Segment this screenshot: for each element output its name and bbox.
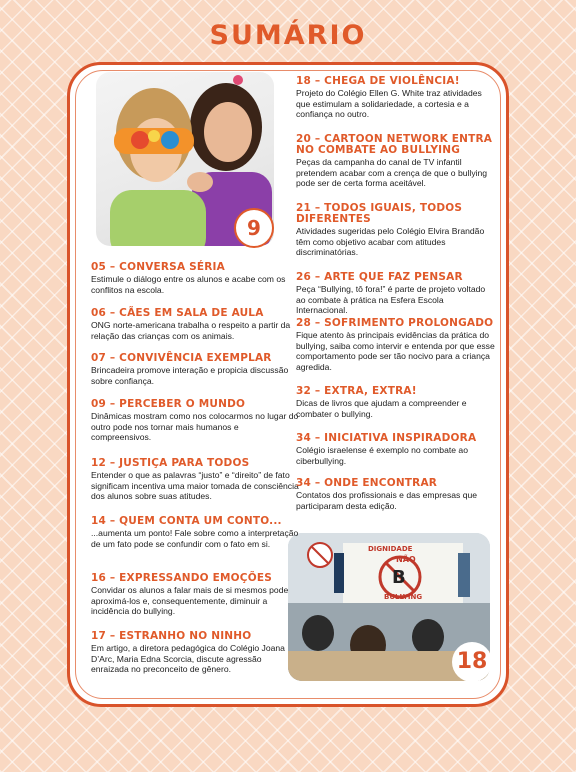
- banner-letter-b: B: [392, 567, 406, 588]
- toc-heading: 26 – ARTE QUE FAZ PENSAR: [296, 271, 463, 283]
- toc-heading: 18 – CHEGA DE VIOLÊNCIA!: [296, 75, 460, 87]
- page-badge-18: 18: [452, 642, 492, 682]
- toc-entry[interactable]: [91, 573, 301, 617]
- toc-description: Peças da campanha do canal de TV infantil pretendem acabar com a crença de que o bullying pode ser de certa forma aceitável.: [296, 157, 488, 189]
- toc-description: Convidar os alunos a falar mais de si mesmos pode aproximá-los e, consequentemente, diminuir a incidência do bullying.: [91, 585, 289, 617]
- toc-heading: 20 – CARTOON NETWORK ENTRA NO COMBATE AO BULLYING: [296, 133, 493, 156]
- toc-entry[interactable]: [296, 134, 496, 189]
- toc-description: Brincadeira promove interação e propicia discussão sobre confiança.: [91, 365, 289, 386]
- toc-description: Dicas de livros que ajudam a compreender e combater o bullying.: [296, 398, 467, 419]
- toc-entry[interactable]: [91, 631, 301, 675]
- toc-heading: 17 – ESTRANHO NO NINHO: [91, 630, 252, 642]
- page-title: SUMÁRIO: [209, 20, 367, 51]
- toc-entry[interactable]: [296, 478, 496, 511]
- toc-heading: 09 – PERCEBER O MUNDO: [91, 398, 246, 410]
- toc-description: Estimule o diálogo entre os alunos e acabe com os conflitos na escola.: [91, 274, 286, 295]
- banner-text-bullying: BULLYING: [384, 593, 423, 601]
- toc-description: Colégio israelense é exemplo no combate ao ciberbullying.: [296, 445, 468, 466]
- toc-entry[interactable]: [91, 399, 301, 443]
- toc-heading: 34 – INICIATIVA INSPIRADORA: [296, 432, 477, 444]
- toc-description: ...aumenta um ponto! Fale sobre como a interpretação de um fato pode se confundir com o fato em si.: [91, 528, 299, 549]
- toc-heading: 32 – EXTRA, EXTRA!: [296, 385, 417, 397]
- toc-description: Atividades sugeridas pelo Colégio Elvira Brandão têm como objetivo acabar com atitudes discriminatórias.: [296, 226, 485, 258]
- toc-entry[interactable]: [296, 433, 496, 466]
- banner-text-dignidade: DIGNIDADE: [368, 545, 413, 553]
- toc-entry[interactable]: [91, 308, 301, 341]
- toc-entry[interactable]: [296, 203, 496, 258]
- toc-description: Contatos dos profissionais e das empresas que participaram desta edição.: [296, 490, 478, 511]
- toc-entry[interactable]: [91, 353, 301, 386]
- toc-heading: 16 – EXPRESSANDO EMOÇÕES: [91, 572, 272, 584]
- toc-description: Projeto do Colégio Ellen G. White traz atividades que estimulam a solidariedade, a cortesia e a confiança no outro.: [296, 88, 482, 120]
- toc-heading: 14 – QUEM CONTA UM CONTO...: [91, 515, 282, 527]
- banner-text-nao: NÃO: [396, 555, 416, 564]
- toc-entry[interactable]: [296, 272, 496, 316]
- toc-heading: 34 – ONDE ENCONTRAR: [296, 477, 438, 489]
- toc-entry[interactable]: [296, 76, 496, 120]
- toc-entry[interactable]: [91, 262, 301, 295]
- toc-entry[interactable]: [91, 516, 301, 549]
- toc-heading: 28 – SOFRIMENTO PROLONGADO: [296, 317, 494, 329]
- toc-description: Em artigo, a diretora pedagógica do Colégio Joana D’Arc, Maria Edna Scorcia, discute agressão enraizada no preconceito de gênero.: [91, 643, 285, 675]
- toc-description: ONG norte-americana trabalha o respeito a partir da relação das crianças com os animais.: [91, 320, 291, 341]
- toc-heading: 06 – CÃES EM SALA DE AULA: [91, 307, 264, 319]
- toc-heading: 07 – CONVIVÊNCIA EXEMPLAR: [91, 352, 272, 364]
- toc-entry[interactable]: [296, 318, 496, 372]
- toc-entry[interactable]: [91, 458, 301, 502]
- toc-description: Entender o que as palavras “justo” e “direito” de fato significam incentiva uma maior tomada de consciência dos alunos sobre suas atitudes.: [91, 470, 299, 502]
- toc-heading: 12 – JUSTIÇA PARA TODOS: [91, 457, 250, 469]
- page-badge-9: 9: [234, 208, 274, 248]
- toc-description: Fique atento às principais evidências da prática do bullying, saiba como intervir e entenda por que esse comportamento pode ser tão nocivo para a criança agredida.: [296, 330, 495, 372]
- toc-heading: 05 – CONVERSA SÉRIA: [91, 261, 225, 273]
- toc-description: Peça “Bullying, tô fora!” é parte de projeto voltado ao combate à prática na Esfera Escola Internacional.: [296, 284, 486, 316]
- toc-heading: 21 – TODOS IGUAIS, TODOS DIFERENTES: [296, 202, 463, 225]
- toc-entry[interactable]: [296, 386, 496, 419]
- toc-description: Dinâmicas mostram como nos colocarmos no lugar do outro pode nos tornar mais humanos e compreensivos.: [91, 411, 299, 443]
